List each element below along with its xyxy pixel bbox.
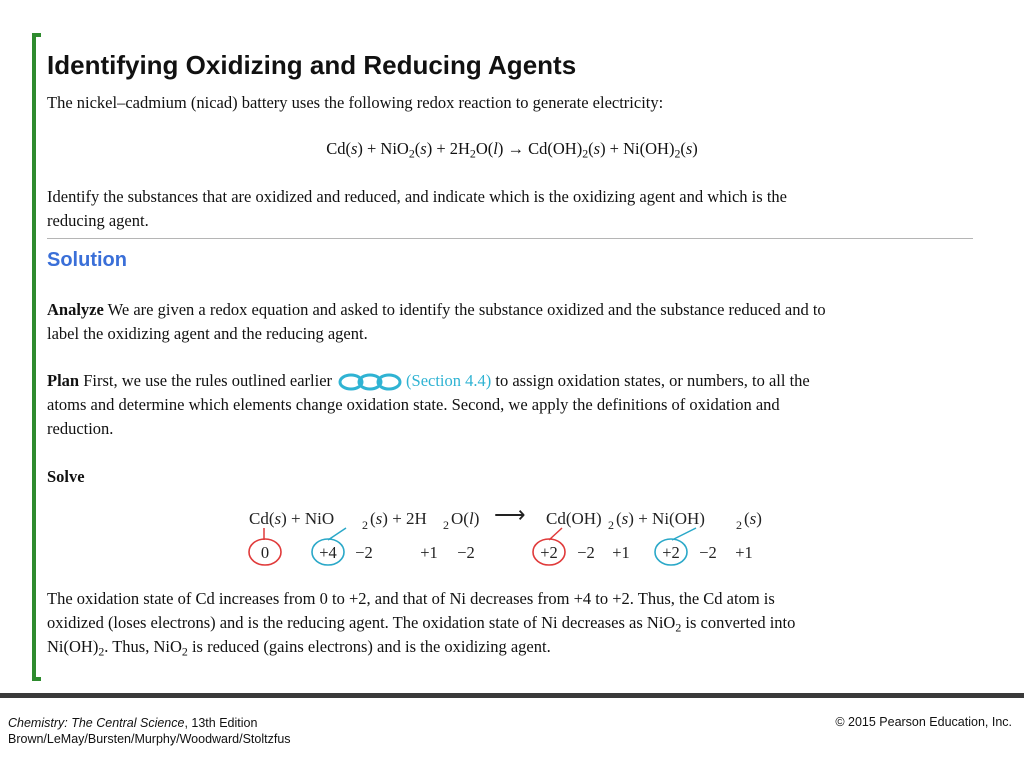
solve-eq-sub: 2 (736, 518, 742, 532)
solve-eq-sub: 2 (443, 518, 449, 532)
plan-line2: atoms and determine which elements change oxidation state. Second, we apply the definitions of oxidation and (47, 395, 780, 414)
reaction-equation: $Cd(s) + NiO_2(s) + 2H_2O(l) \to Cd(OH)_2(s) + Ni(OH)_2(s)$ (326, 139, 698, 161)
intro-text: The nickel–cadmium (nicad) battery uses the following redox reaction to generate electricity: (47, 93, 664, 112)
conclusion-line2: oxidized (loses electrons) and is the reducing agent. The oxidation state of Ni decreases as NiO$_2$ is converted into (47, 613, 796, 635)
analyze-line1: Analyze We are given a redox equation and asked to identify the substance oxidized and the substance reduced and to (47, 300, 826, 319)
ox-state-o-nioh: −2 (699, 543, 717, 562)
solve-eq-cdoh: Cd(OH) (546, 509, 602, 528)
plan-line3: reduction. (47, 419, 114, 438)
ox-state-ni: +4 (319, 543, 337, 562)
ox-state-o: −2 (355, 543, 373, 562)
solve-eq-cd: Cd(s) + NiO (249, 509, 335, 528)
solve-eq-water: O(l) (451, 509, 480, 528)
slide-title: Identifying Oxidizing and Reducing Agents (47, 50, 577, 80)
ox-state-h: +1 (420, 543, 438, 562)
book-title: Chemistry: The Central Science (8, 716, 185, 730)
question-text-line2: reducing agent. (47, 211, 149, 230)
solve-eq-end: (s) (744, 509, 762, 528)
solution-heading: Solution (47, 249, 127, 271)
solve-label: Solve (47, 467, 85, 486)
ox-state-h-nioh: +1 (735, 543, 753, 562)
ox-state-cd: 0 (260, 543, 270, 562)
analyze-line2: label the oxidizing agent and the reducing agent. (47, 324, 368, 343)
ox-state-ni-product: +2 (662, 543, 680, 562)
solve-eq-sub: 2 (362, 518, 368, 532)
ox-state-cd-product: +2 (540, 543, 558, 562)
footer-citation (8, 715, 291, 747)
ox-state-o-water: −2 (457, 543, 475, 562)
footer-bar (0, 693, 1024, 698)
ox-state-h-cdoh: +1 (612, 543, 630, 562)
cd-product-tick (549, 528, 562, 540)
section-4-4-link[interactable]: (Section 4.4) (406, 371, 492, 390)
book-edition: , 13th Edition (184, 716, 258, 730)
solve-eq-nio2-state: (s) + 2H (370, 509, 427, 528)
question-text-line1: Identify the substances that are oxidized and reduced, and indicate which is the oxidizing agent and which is the (47, 187, 787, 206)
solve-eq-arrow: ⟶ (494, 502, 526, 527)
solve-eq-sub: 2 (608, 518, 614, 532)
solve-eq-niohtext: (s) + Ni(OH) (616, 509, 705, 528)
conclusion-line3: $Ni(OH)_2$. Thus, NiO$_2$ is reduced (gains electrons) and is the oxidizing agent. (47, 637, 551, 659)
conclusion-line1: The oxidation state of Cd increases from 0 to +2, and that of Ni decreases from +4 to +2. Thus, the Cd atom is (47, 589, 775, 608)
copyright-notice: © 2015 Pearson Education, Inc. (835, 715, 1012, 729)
ni-product-tick (672, 528, 696, 540)
ox-state-o-cdoh: −2 (577, 543, 595, 562)
plan-line1: Plan First, we use the rules outlined earlier (Section 4.4) to assign oxidation states, or numbers, to all the (47, 371, 810, 390)
book-authors: Brown/LeMay/Bursten/Murphy/Woodward/Stoltzfus (8, 732, 291, 746)
ni-tick (328, 528, 346, 540)
